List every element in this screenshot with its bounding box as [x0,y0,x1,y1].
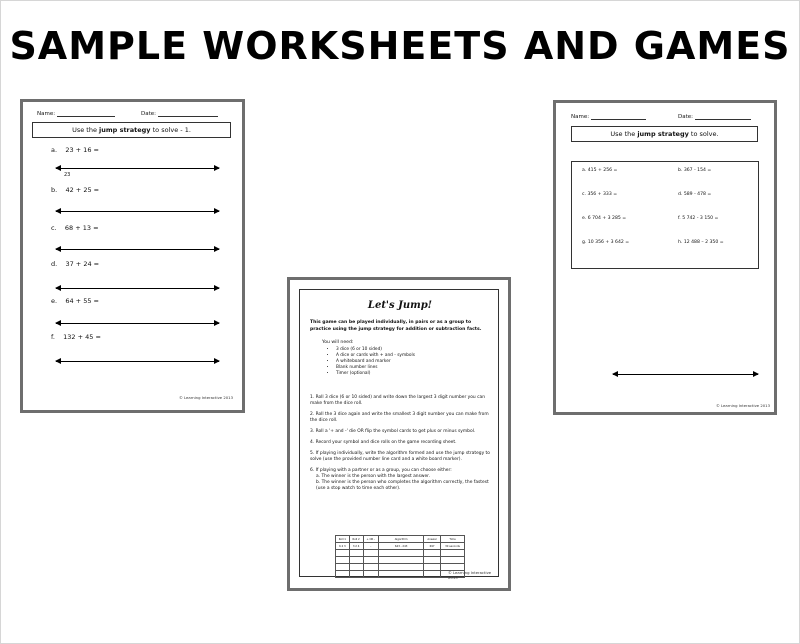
number-line [613,374,758,375]
table-header-row [336,536,465,543]
table-row [336,564,465,571]
problem-item: d. 589 - 478 = [678,192,712,197]
needs-title: You will need: [322,340,354,345]
problems-box [571,161,759,269]
table-row [336,557,465,564]
number-line-start: 23 [64,172,71,178]
date-line [695,113,751,120]
problem-item: b. 367 - 154 = [678,168,712,173]
question-a: a. 23 + 16 = [51,146,99,154]
number-line [56,323,219,324]
question-e: e. 64 + 55 = [51,297,99,305]
question-d: d. 37 + 24 = [51,260,100,268]
recording-table [335,535,465,578]
needs-list [330,347,415,377]
instruction-pre: Use the [610,130,638,138]
table-row [336,543,465,550]
table-cell: 6 4 3 [336,543,350,550]
instruction-post: to solve - 1. [150,126,191,134]
table-row [336,550,465,557]
needs-item: • Blank number lines [336,365,415,371]
problem-item: e. 6 704 + 3 285 = [582,216,627,221]
number-line [56,288,219,289]
table-header: Roll 2 [349,536,363,543]
name-field [571,113,646,120]
date-label: Date: [141,111,156,117]
name-field [37,110,115,117]
table-header: Time [441,536,465,543]
needs-item: • Timer (optional) [336,371,415,377]
number-line [56,168,219,169]
step-item: 3. Roll a '+ and -' die OR flip the symbol cards to get plus or minus symbol. [310,429,476,434]
problem-item: g. 10 356 + 3 642 = [582,240,630,245]
name-label: Name: [571,114,590,120]
worksheet-right [553,100,777,415]
copyright: © Learning Interactive 2013 [448,570,492,580]
table-cell: 30 seconds [441,543,465,550]
instruction-pre: Use the [72,126,100,134]
number-line [56,211,219,212]
step-item: 1. Roll 3 dice (6 or 10 sided) and write down the largest 3 digit number you can make from the dice roll. [310,395,485,406]
problem-item: h. 12 488 – 2 350 = [678,240,724,245]
date-label: Date: [678,114,693,120]
steps-list [310,395,492,497]
table-header: + OR - [363,536,379,543]
worksheet-left [20,99,245,413]
sub-step: b. The winner is the person who completes the algorithm correctly, the fastest (use a stop watch to time each other). [316,480,489,491]
needs-item: • 3 dice (6 or 10 sided) [336,347,415,353]
instruction-bold: jump strategy [99,126,151,134]
question-b: b. 42 + 25 = [51,186,100,194]
copyright: © Learning Interactive 2013 [179,395,234,400]
number-line [56,361,219,362]
name-line [57,110,115,117]
step-item [310,468,492,492]
question-f: f. 132 + 45 = [51,333,101,341]
problem-item: f. 5 742 - 3 150 = [678,216,719,221]
table-cell: 643 - 243 [379,543,424,550]
needs-item: • A whiteboard and marker [336,359,415,365]
step-item: 4. Record your symbol and dice rolls on the game recording sheet. [310,440,457,445]
game-sheet [287,277,511,591]
table-row [336,571,465,578]
page-title: SAMPLE WORKSHEETS AND GAMES [9,24,791,68]
instruction-bold: jump strategy [637,130,689,138]
date-field [678,113,751,120]
table-cell: 3 2 4 [349,543,363,550]
problem-item: c. 356 + 333 = [582,192,618,197]
problem-item: a. 415 + 256 = [582,168,618,173]
date-line [158,110,218,117]
game-title: Let's Jump! [367,300,433,311]
instruction-box [571,126,758,142]
copyright: © Learning Interactive 2013 [716,403,771,408]
table-header: Roll 1 [336,536,350,543]
needs-item: • A dice or cards with + and - symbols [336,353,415,359]
table-header: Algorithm [379,536,424,543]
name-label: Name: [37,111,56,117]
name-line [591,113,646,120]
question-c: c. 68 + 13 = [51,224,99,232]
instruction-post: to solve. [688,130,719,138]
date-field [141,110,218,117]
step-item: 2. Roll the 3 dice again and write the smallest 3 digit number you can make from the dice roll. [310,412,489,423]
sub-step: a. The winner is the person with the largest answer. [316,474,430,479]
step-item: 5. If playing individually, write the algorithm formed and use the jump strategy to solve (use the provided number line card and a white board marker). [310,451,490,462]
instruction-box [32,122,231,138]
game-border [299,289,499,580]
number-line [56,249,219,250]
table-header: Answer [424,536,441,543]
game-intro: This game can be played individually, in pairs or as a group to practice using the jump strategy for addition or subtraction facts. [310,320,482,332]
step-6-text: 6. If playing with a partner or as a group, you can choose either: [310,468,452,473]
table-cell: 697 [424,543,441,550]
table-cell: - [363,543,379,550]
